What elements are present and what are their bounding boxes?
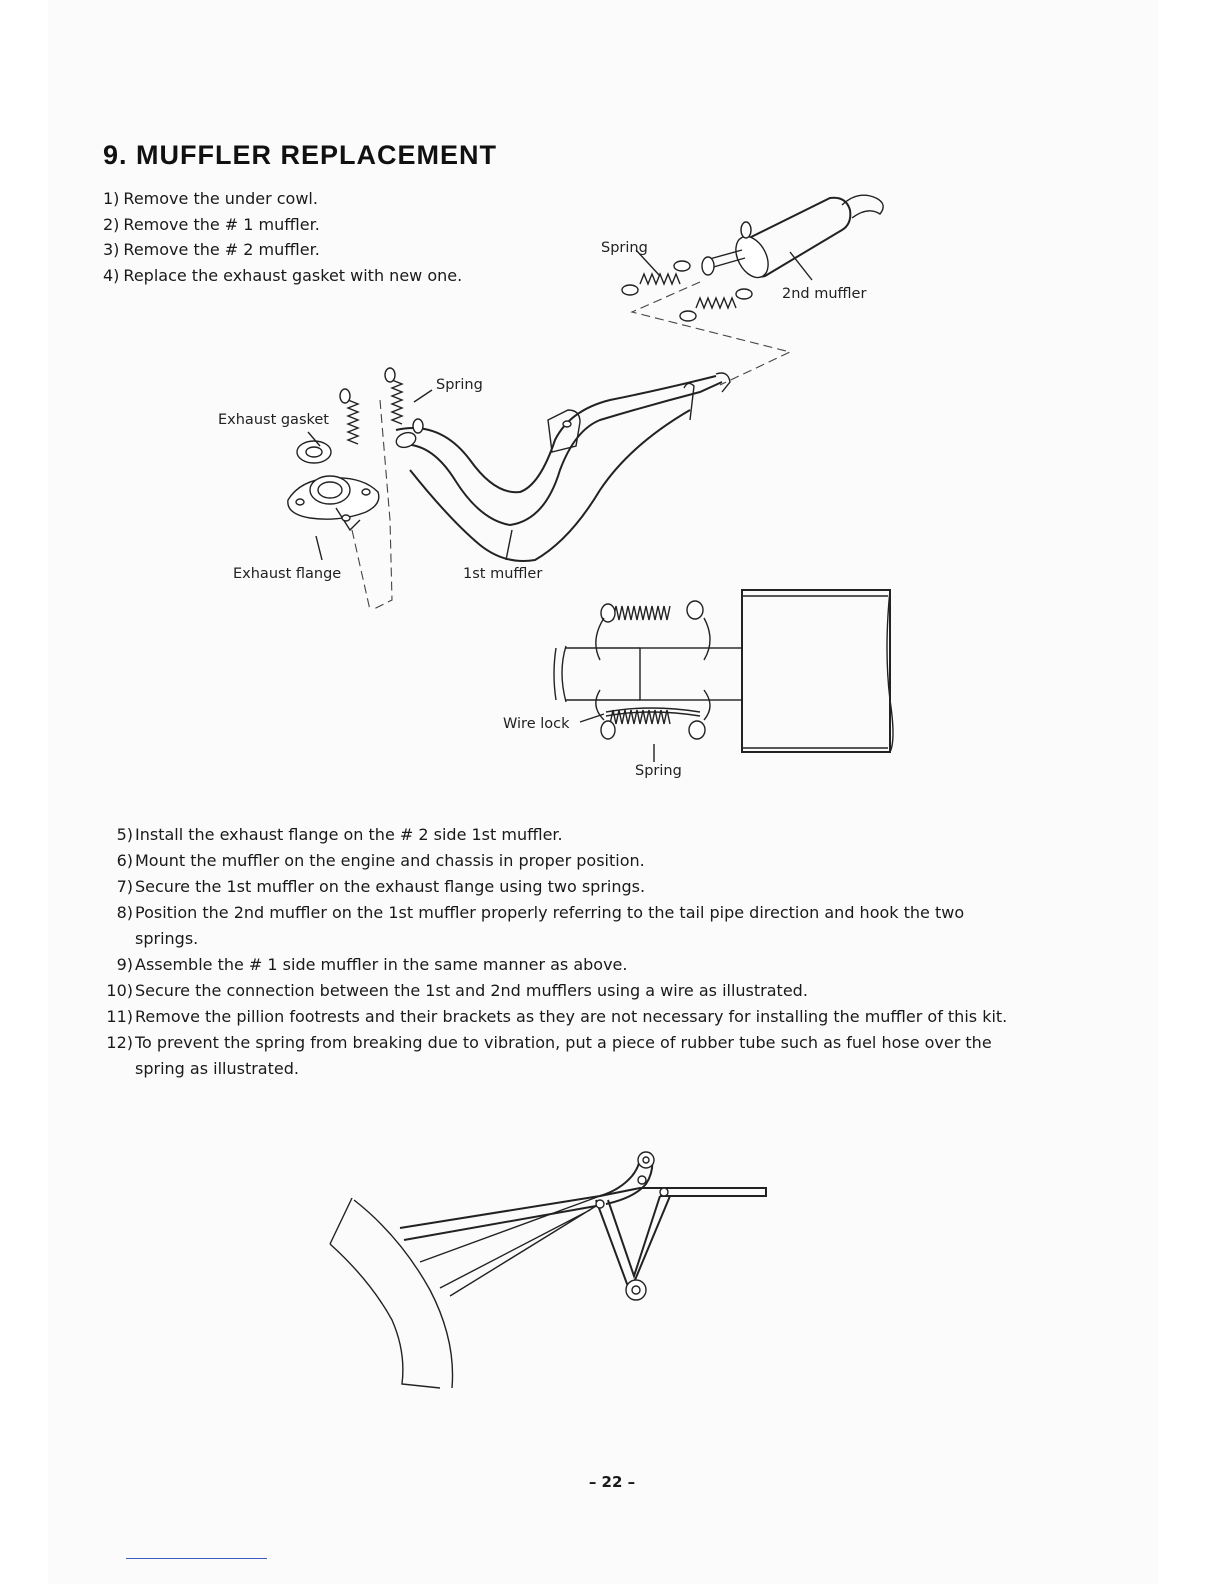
step-item: 1) Remove the under cowl.	[103, 189, 318, 208]
label-wire-lock: Wire lock	[503, 716, 570, 732]
step-item: 8) Position the 2nd muffler on the 1st muffler properly referring to the tail pipe direction and hook the two springs.	[116, 903, 965, 948]
label-spring-top: Spring	[601, 240, 648, 256]
step-item: 3) Remove the # 2 muffler.	[103, 240, 320, 259]
step-item: 7) Secure the 1st muffler on the exhaust flange using two springs.	[116, 877, 646, 896]
label-second-muffler: 2nd muffler	[782, 286, 867, 302]
page-number: – 22 –	[588, 1473, 636, 1491]
divider	[126, 1558, 267, 1559]
step-item: 9) Assemble the # 1 side muffler in the same manner as above.	[116, 955, 628, 974]
step-item: 12) To prevent the spring from breaking due to vibration, put a piece of rubber tube such as fuel hose over the spring as illustrated.	[106, 1033, 992, 1078]
label-first-muffler: 1st muffler	[463, 566, 543, 582]
step-item: 4) Replace the exhaust gasket with new one.	[103, 265, 463, 285]
step-item: 2) Remove the # 1 muffler.	[103, 214, 320, 234]
page-title: 9. MUFFLER REPLACEMENT	[103, 140, 498, 170]
label-exhaust-flange: Exhaust flange	[233, 566, 342, 582]
step-item: 5) Install the exhaust flange on the # 2 side 1st muffler.	[116, 825, 563, 844]
label-spring-bottom: Spring	[635, 763, 682, 779]
step-item: 11) Remove the pillion footrests and their brackets as they are not necessary for installing the muffler of this kit.	[106, 1007, 1008, 1026]
label-exhaust-gasket: Exhaust gasket	[218, 412, 329, 428]
step-item: 6) Mount the muffler on the engine and chassis in proper position.	[116, 851, 645, 870]
step-item: 10) Secure the connection between the 1st and 2nd mufflers using a wire as illustrated.	[106, 981, 808, 1000]
label-spring-mid: Spring	[436, 377, 483, 393]
